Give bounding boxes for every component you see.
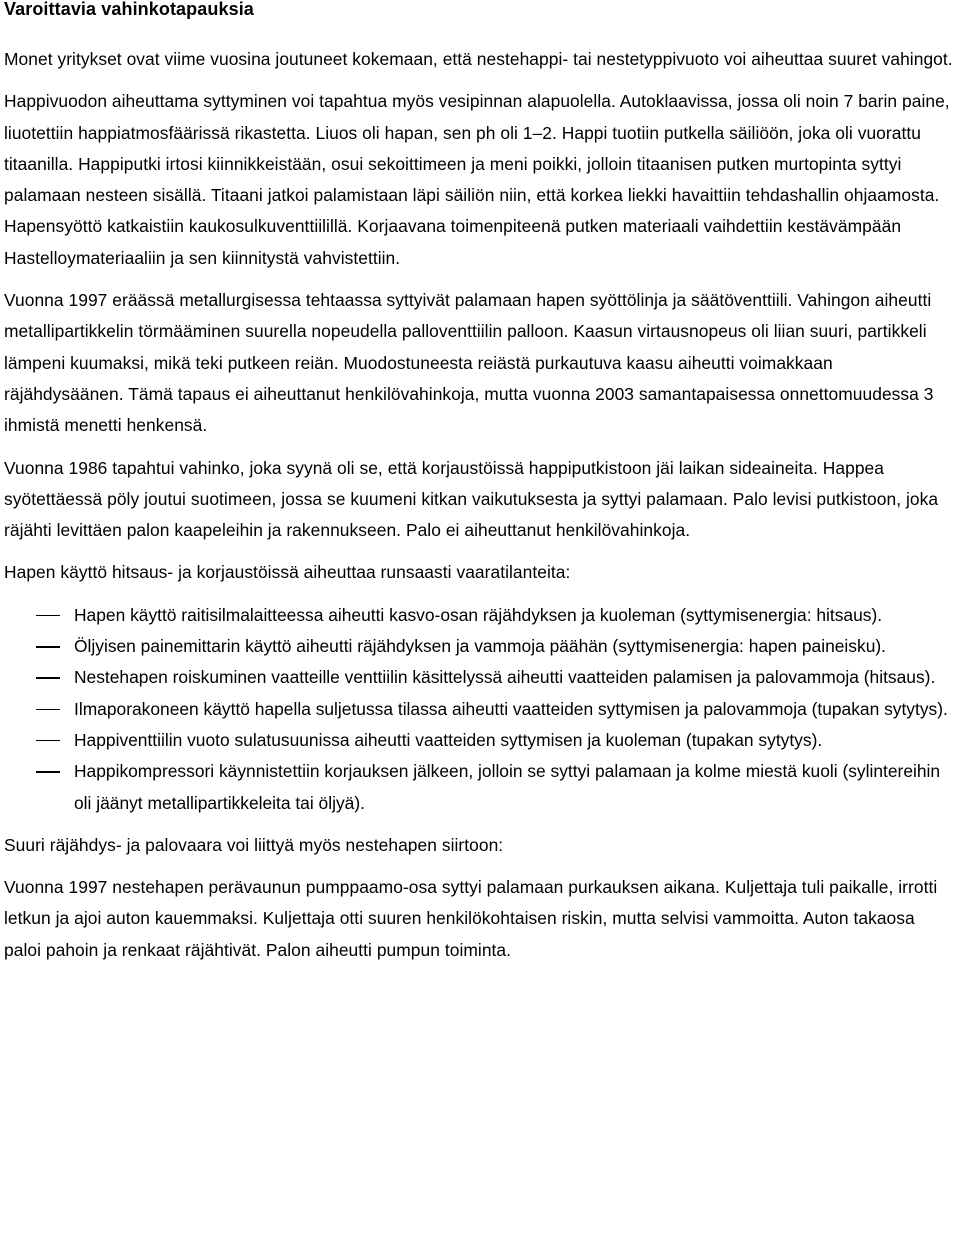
case-1997-truck-paragraph: Vuonna 1997 nestehapen perävaunun pumppaamo-osa syttyi palamaan purkauksen aikana. Kuljettaja tuli paikalle, irrotti letkun ja ajoi auton kauemmaksi. Kuljettaja otti suuren henkilökohtaisen riskin, mutta selvisi vammoitta. Auton takaosa paloi pahoin ja renkaat räjähtivät. Palon aiheutti pumpun toiminta. [4, 877, 938, 960]
list-item [4, 662, 956, 693]
welding-incident-list [4, 600, 956, 819]
intro-paragraph: Monet yritykset ovat viime vuosina joutuneet kokemaan, että nestehappi- tai nestetyppivuoto voi aiheuttaa suuret vahingot. [4, 49, 953, 69]
document-title: Varoittavia vahinkotapauksia [4, 0, 254, 19]
dash-bullet-icon [36, 646, 60, 648]
transfer-intro-paragraph: Suuri räjähdys- ja palovaara voi liittyä myös nestehapen siirtoon: [4, 834, 504, 855]
list-item-text: Nestehapen roiskuminen vaatteille venttiilin käsittelyssä aiheutti vaatteiden palamisen ja palovammoja (hitsaus). [74, 667, 936, 688]
list-item [4, 756, 956, 819]
list-item [4, 725, 956, 756]
list-item-text: Öljyisen painemittarin käyttö aiheutti räjähdyksen ja vammoja päähän (syttymisenergia: hapen paineisku). [74, 636, 886, 657]
dash-bullet-icon [36, 771, 60, 773]
list-item-text: Hapen käyttö raitisilmalaitteessa aiheutti kasvo-osan räjähdyksen ja kuoleman (syttymisenergia: hitsaus). [74, 604, 883, 625]
list-item-text: Happiventtiilin vuoto sulatusuunissa aiheutti vaatteiden syttymisen ja kuoleman (tupakan sytytys). [74, 729, 823, 750]
case-1986-paragraph: Vuonna 1986 tapahtui vahinko, joka syynä oli se, että korjaustöissä happiputkistoon jäi laikan sideaineita. Happea syötettäessä pöly joutui suotimeen, jossa se kuumeni kitkan vaikutuksesta ja syttyi palamaan. Palo levisi putkistoon, joka räjähti levittäen palon kaapeleihin ja rakennukseen. Palo ei aiheuttanut henkilövahinkoja. [4, 457, 939, 541]
case-1997-metallurgy-paragraph: Vuonna 1997 eräässä metallurgisessa tehtaassa syttyivät palamaan hapen syöttölinja ja säätöventtiili. Vahingon aiheutti metallipartikkelin törmääminen suurella nopeudella palloventtiilin palloon. Kaasun virtausnopeus oli liian suuri, partikkeli lämpeni kuumaksi, mikä teki putkeen reiän. Muodostuneesta reiästä purkautuva kaasu aiheutti voimakkaan räjähdysäänen. Tämä tapaus ei aiheuttanut henkilövahinkoja, mutta vuonna 2003 samantapaisessa onnettomuudessa 3 ihmistä menetti henkensä. [4, 290, 934, 436]
list-item [4, 631, 956, 662]
list-item [4, 600, 956, 631]
dash-bullet-icon [36, 615, 60, 617]
dash-bullet-icon [36, 709, 60, 711]
welding-intro-paragraph: Hapen käyttö hitsaus- ja korjaustöissä aiheuttaa runsaasti vaaratilanteita: [4, 562, 571, 583]
list-item-text: Ilmaporakoneen käyttö hapella suljetussa tilassa aiheutti vaatteiden syttymisen ja palovammoja (tupakan sytytys). [74, 698, 948, 719]
dash-bullet-icon [36, 740, 60, 742]
list-item [4, 694, 956, 725]
dash-bullet-icon [36, 677, 60, 679]
case-titanium-paragraph: Happivuodon aiheuttama syttyminen voi tapahtua myös vesipinnan alapuolella. Autoklaavissa, jossa oli noin 7 barin paine, liuotettiin happiatmosfäärissä rikastetta. Liuos oli hapan, sen ph oli 1–2. Happi tuotiin putkella säiliöön, joka oli vuorattu titaanilla. Happiputki irtosi kiinnikkeistään, osui sekoittimeen ja meni poikki, jolloin titaanisen putken murtopinta syttyi palamaan nesteen sisällä. Titaani jatkoi palamistaan läpi säiliön niin, että korkea liekki havaittiin tehdashallin ohjaamosta. Hapensyöttö katkaistiin kaukosulkuventtiilillä. Korjaavana toimenpiteenä putken materiaali vaihdettiin kestävämpään Hastelloymateriaaliin ja sen kiinnitystä vahvistettiin. [4, 91, 950, 268]
list-item-text: Happikompressori käynnistettiin korjauksen jälkeen, jolloin se syttyi palamaan ja kolme miestä kuoli (sylintereihin oli jäänyt metallipartikkeleita tai öljyä). [74, 761, 941, 813]
